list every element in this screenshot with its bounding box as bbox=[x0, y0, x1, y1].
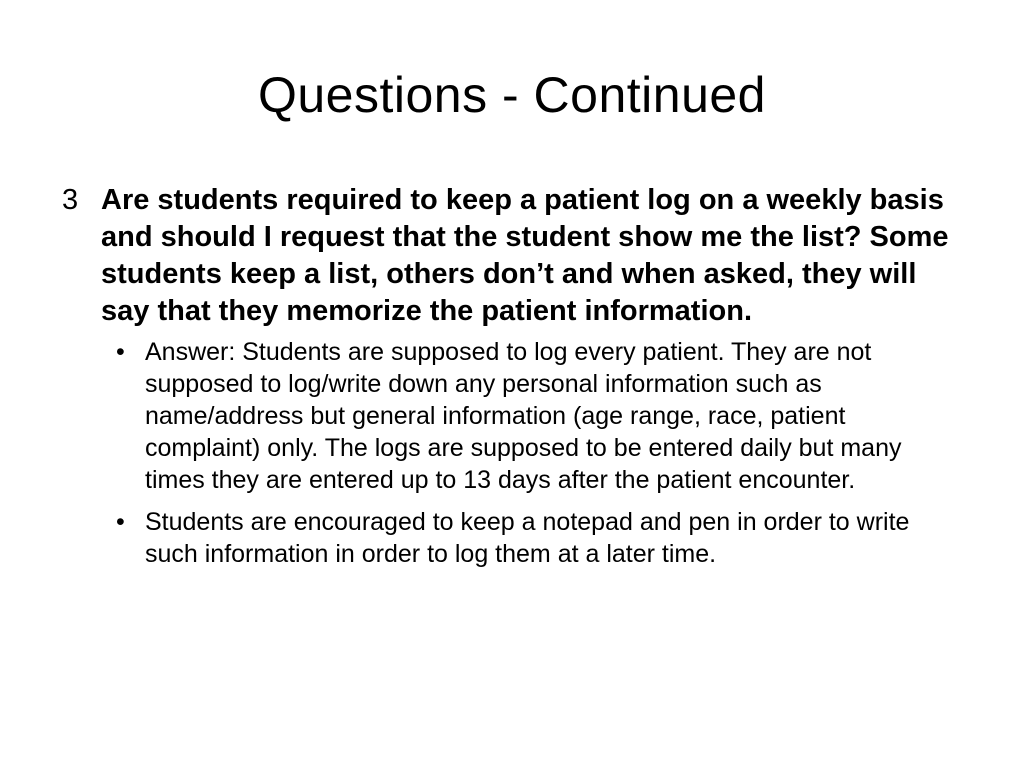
answer-text: Students are encouraged to keep a notepad and pen in order to write such information in order to log them at a later time. bbox=[145, 508, 910, 568]
slide-title: Questions - Continued bbox=[257, 67, 766, 123]
answer-list bbox=[62, 336, 962, 570]
answer-item bbox=[116, 336, 965, 496]
question-number: 3 bbox=[62, 184, 79, 216]
bullet-icon: • bbox=[116, 508, 125, 536]
answer-item bbox=[116, 506, 965, 570]
answer-text: Answer: Students are supposed to log every patient. They are not supposed to log/write down any personal information such as name/address but general information (age range, race, patient complaint) only. The logs are supposed to be entered daily but many times they are entered up to 13 days after the patient encounter. bbox=[145, 338, 902, 494]
question-text: Are students required to keep a patient log on a weekly basis and should I request that the student show me the list? Some students keep a list, others don’t and when asked, they will say that they memorize the patient information. bbox=[101, 184, 949, 327]
question-block bbox=[62, 182, 962, 580]
bullet-icon: • bbox=[116, 338, 125, 366]
